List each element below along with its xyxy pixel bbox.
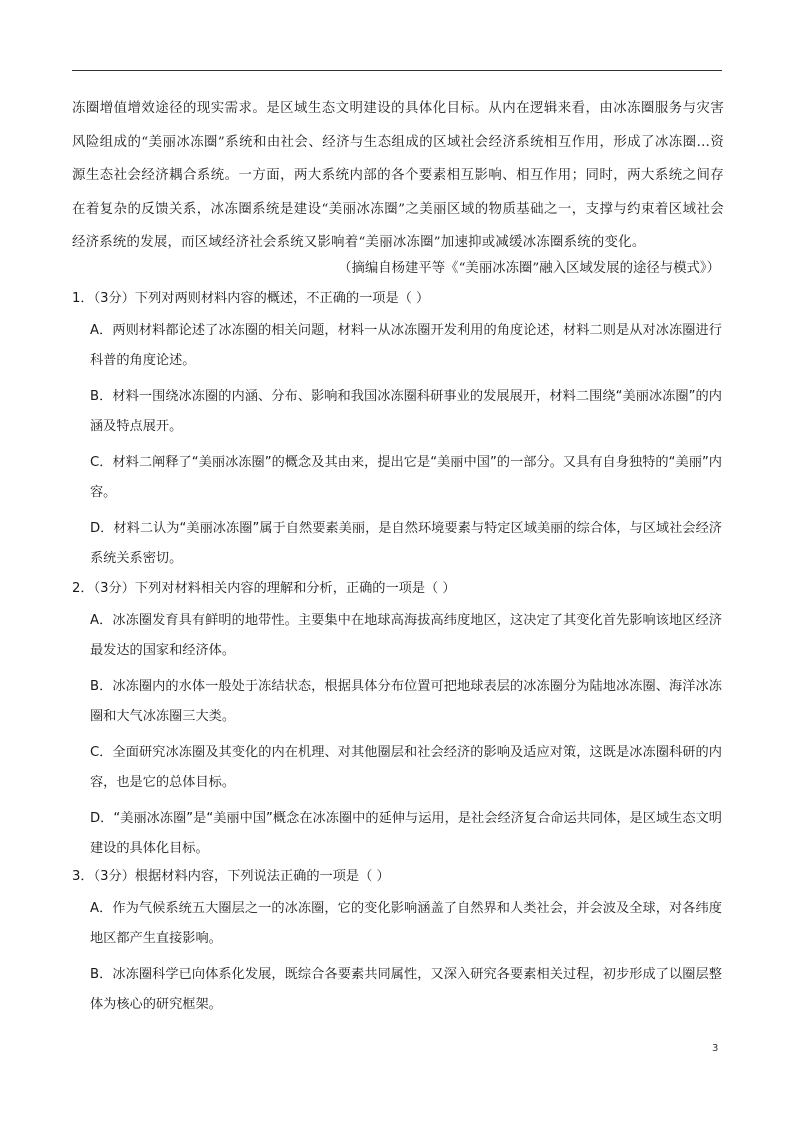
option-d: D．材料二认为“美丽冰冻圈”属于自然要素美丽，是自然环境要素与特定区域美丽的综合体，与区域社会经济系统关系密切。 [90, 521, 722, 566]
question-1 [72, 288, 722, 573]
option-a: A．作为气候系统五大圈层之一的冰冻圈，它的变化影响涵盖了自然界和人类社会，并会波及全球，对各纬度地区都产生直接影响。 [90, 901, 722, 946]
question-3 [72, 866, 722, 1019]
option-c: C．全面研究冰冻圈及其变化的内在机理、对其他圈层和社会经济的影响及适应对策，这既是冰冻圈科研的内容，也是它的总体目标。 [90, 745, 722, 790]
option-b: B．冰冻圈内的水体一般处于冻结状态，根据具体分布位置可把地球表层的冰冻圈分为陆地冰冻圈、海洋冰冻圈和大气冰冻圈三大类。 [90, 679, 722, 724]
passage-paragraph: 冻圈增值增效途径的现实需求。是区域生态文明建设的具体化目标。从内在逻辑来看，由冰冻圈服务与灾害风险组成的“美丽冰冻圈”系统和由社会、经济与生态组成的区域社会经济系统相互作用，形成了冰冻圈…资源生态社会经济耦合系统。一方面，两大系统内部的各个要素相互影响、相互作用；同时，两大系统之间存在着复杂的反馈关系，冰冻圈系统是建设“美丽冰冻圈”之美丽区域的物质基础之一，支撑与约束着区域社会经济系统的发展，而区域经济社会系统又影响着“美丽冰冻圈”加速抑或减缓冰冻圈系统的变化。 [72, 101, 724, 250]
header-rule [72, 70, 722, 71]
option-a: A．两则材料都论述了冰冻圈的相关问题，材料一从冰冻圈开发利用的角度论述，材料二则是从对冰冻圈进行科普的角度论述。 [90, 323, 722, 368]
passage-text [72, 92, 724, 260]
passage-source: （摘编自杨建平等《“美丽冰冻圈”融入区域发展的途径与模式》） [338, 261, 720, 276]
option-b: B．材料一围绕冰冻圈的内涵、分布、影响和我国冰冻圈科研事业的发展展开，材料二围绕“美丽冰冻圈”的内涵及特点展开。 [90, 389, 722, 434]
option-a: A．冰冻圈发育具有鲜明的地带性。主要集中在地球高海拔高纬度地区，这决定了其变化首先影响该地区经济最发达的国家和经济体。 [90, 613, 722, 658]
question-stem: 3．（3分）根据材料内容，下列说法正确的一项是（ ） [72, 869, 390, 884]
question-stem: 2．（3分）下列对材料相关内容的理解和分析，正确的一项是（ ） [72, 581, 456, 596]
option-c: C．材料二阐释了“美丽冰冻圈”的概念及其由来，提出它是“美丽中国”的一部分。又具有自身独特的“美丽”内容。 [90, 455, 722, 500]
question-stem: 1．（3分）下列对两则材料内容的概述，不正确的一项是（ ） [72, 291, 430, 306]
option-b: B．冰冻圈科学已向体系化发展，既综合各要素共同属性，又深入研究各要素相关过程，初步形成了以圈层整体为核心的研究框架。 [90, 967, 722, 1012]
page-number: 3 [712, 1043, 719, 1054]
option-d: D．“美丽冰冻圈”是“美丽中国”概念在冰冻圈中的延伸与运用，是社会经济复合命运共同体，是区域生态文明建设的具体化目标。 [90, 811, 722, 856]
question-2 [72, 578, 722, 863]
